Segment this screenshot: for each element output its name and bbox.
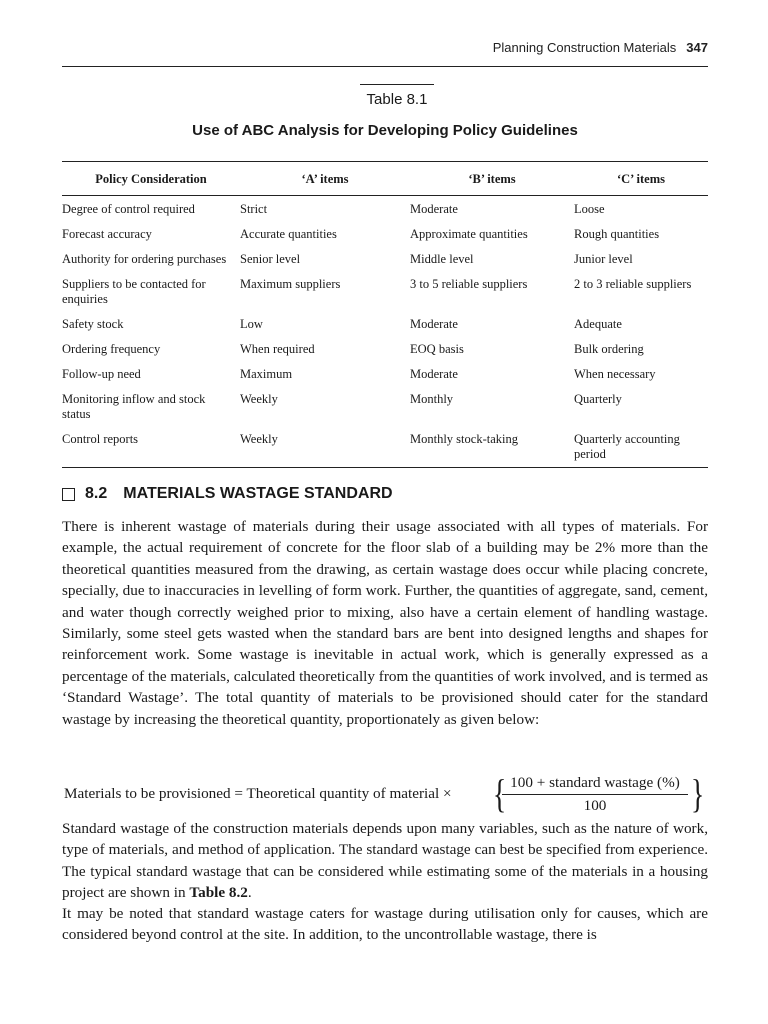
table-row: [62, 247, 708, 272]
table-cell: Follow-up need: [62, 367, 141, 381]
table-cell: Quarterly accounting period: [574, 432, 680, 461]
section-number: 8.2: [85, 485, 108, 502]
table-cell: Moderate: [410, 317, 458, 331]
table-cell: 3 to 5 reliable suppliers: [410, 277, 528, 291]
column-header: ‘B’ items: [468, 172, 516, 186]
body-paragraph: It may be noted that standard wastage caters for wastage during utilisation only for causes, which are considered beyond control at the site. In addition, to the uncontrollable wastage, there is: [62, 905, 708, 944]
table-cell: Senior level: [240, 252, 301, 266]
table-cell: Quarterly: [574, 392, 622, 406]
table-cell: Monitoring inflow and stock status: [62, 392, 206, 421]
table-cell: Suppliers to be contacted for enquiries: [62, 277, 206, 306]
table-row: [62, 312, 708, 337]
table-row: [62, 362, 708, 387]
table-reference: Table 8.2: [189, 884, 248, 902]
table-label: Table 8.1: [360, 84, 434, 108]
table-header-row: [62, 162, 708, 196]
section-heading: [62, 485, 393, 503]
table-row: [62, 387, 708, 427]
running-title: Planning Construction Materials: [492, 40, 677, 55]
table-cell: Authority for ordering purchases: [62, 252, 227, 266]
table-cell: Forecast accuracy: [62, 227, 152, 241]
wastage-formula: [62, 772, 708, 818]
formula-denominator: 100: [583, 797, 607, 814]
column-header: ‘C’ items: [616, 172, 665, 186]
page-number: 347: [686, 40, 708, 55]
column-header: Policy Consideration: [95, 172, 207, 186]
formula-numerator: 100 + standard wastage (%): [502, 774, 688, 795]
table-cell: 2 to 3 reliable suppliers: [574, 277, 692, 291]
header-rule: [62, 66, 708, 67]
formula-lhs: Materials to be provisioned = Theoretical quantity of material ×: [64, 785, 452, 802]
table-cell: Low: [240, 317, 263, 331]
table-row: [62, 427, 708, 468]
book-page: [62, 0, 708, 1024]
table-row: [62, 272, 708, 312]
table-title: Use of ABC Analysis for Developing Policy Guidelines: [192, 122, 578, 139]
table-cell: Degree of control required: [62, 202, 195, 216]
abc-policy-table: [62, 161, 708, 468]
paragraph-end: .: [247, 884, 252, 902]
running-header: [493, 40, 708, 55]
table-cell: When necessary: [574, 367, 656, 381]
table-cell: Weekly: [240, 432, 278, 446]
body-paragraph: There is inherent wastage of materials during their usage associated with all types of materials. For example, the actual requirement of concrete for the floor slab of a building may be 2% more than the theoretical quantities measured from the drawing, as certain wastage does occur while placing concrete, specially, due to inaccuracies in levelling of form work. Further, the quantities of aggregate, sand, cement, and water though correctly weighed prior to mixing, also have a certain element of handling wastage. Similarly, some steel gets wasted when the standard bars are bent into designed lengths and shapes for reinforcement work. Some wastage is inevitable in actual work, which is generally expressed as a percentage of the materials, calculated theoretically from the quantities of work involved, and is termed as ‘Standard Wastage’. The total quantity of materials to be provisioned should cater for the standard wastage by increasing the theoretical quantity, proportionately as given below:: [62, 518, 708, 728]
table-cell: Moderate: [410, 202, 458, 216]
table-row: [62, 337, 708, 362]
body-paragraph: [62, 818, 708, 904]
table-cell: Bulk ordering: [574, 342, 644, 356]
table-row: [62, 222, 708, 247]
section-title: MATERIALS WASTAGE STANDARD: [123, 485, 393, 502]
table-cell: Middle level: [410, 252, 474, 266]
table-cell: Loose: [574, 202, 605, 216]
table-cell: Weekly: [240, 392, 278, 406]
table-cell: Monthly stock-taking: [410, 432, 518, 446]
table-cell: Accurate quantities: [240, 227, 337, 241]
table-cell: Maximum: [240, 367, 293, 381]
table-cell: Junior level: [574, 252, 633, 266]
table-cell: Monthly: [410, 392, 454, 406]
table-cell: Safety stock: [62, 317, 124, 331]
table-cell: Ordering frequency: [62, 342, 161, 356]
table-cell: Moderate: [410, 367, 458, 381]
paragraph-text: Standard wastage of the construction materials depends upon many variables, such as the nature of work, type of materials, and method of application. The standard wastage can best be specified from experience. The typical standard wastage that can be considered while estimating some of the materials in a housing project are shown in: [62, 820, 708, 902]
table-cell: Maximum suppliers: [240, 277, 341, 291]
table-cell: Rough quantities: [574, 227, 660, 241]
right-brace-icon: }: [690, 771, 705, 816]
table-cell: Adequate: [574, 317, 622, 331]
table-row: [62, 196, 708, 223]
table-cell: Control reports: [62, 432, 139, 446]
table-cell: When required: [240, 342, 315, 356]
column-header: ‘A’ items: [301, 172, 349, 186]
square-bullet-icon: [62, 488, 75, 501]
table-cell: EOQ basis: [410, 342, 464, 356]
table-cell: Approximate quantities: [410, 227, 528, 241]
left-brace-icon: {: [492, 771, 507, 816]
table-cell: Strict: [240, 202, 268, 216]
